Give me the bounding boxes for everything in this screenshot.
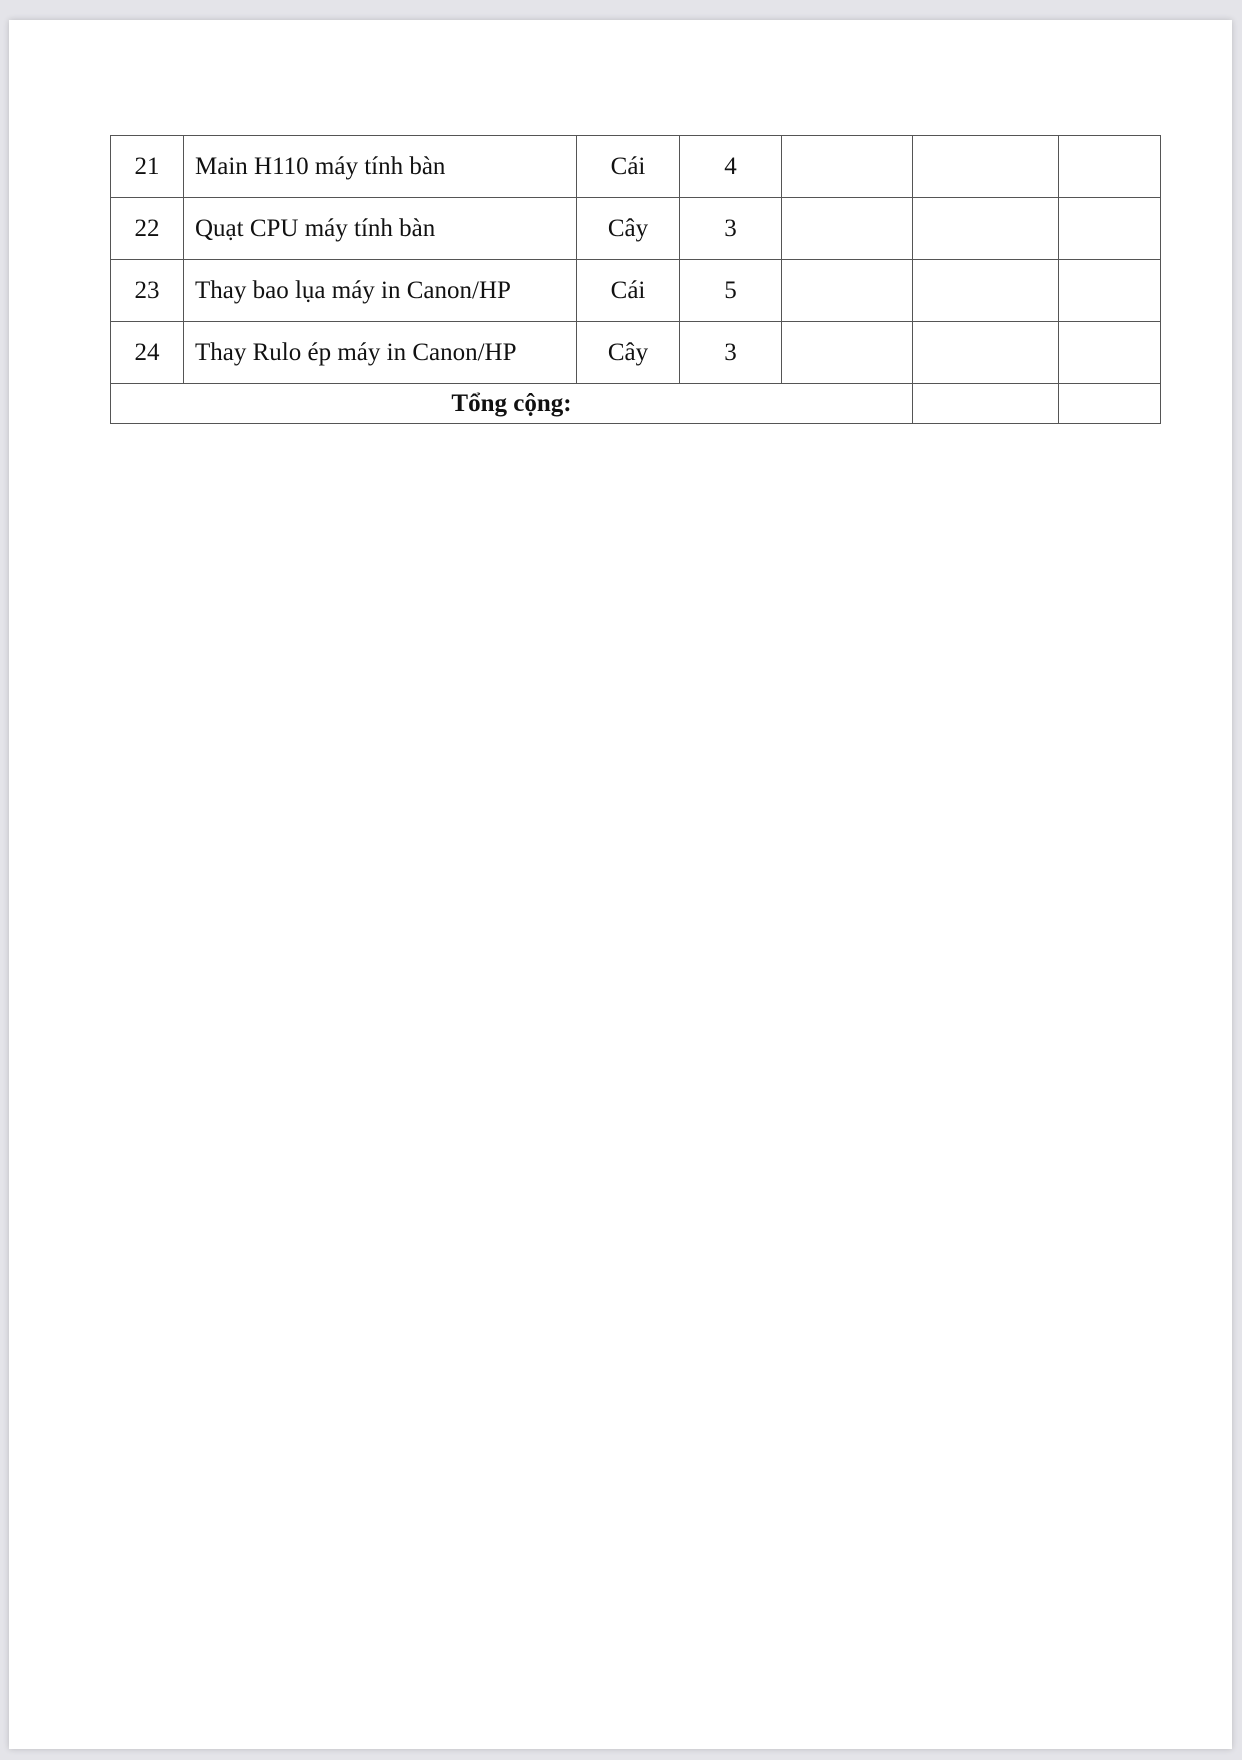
item-quantity: 4 [680,136,782,198]
document-page [9,20,1232,1749]
item-amount [913,260,1059,322]
item-quantity: 3 [680,322,782,384]
item-unit: Cây [577,322,680,384]
item-note [1059,198,1161,260]
item-unit: Cái [577,136,680,198]
item-quantity: 5 [680,260,782,322]
item-name: Thay bao lụa máy in Canon/HP [184,260,577,322]
items-table [110,135,1161,424]
item-unit-price [782,260,913,322]
total-label: Tổng cộng: [111,384,913,424]
item-amount [913,136,1059,198]
item-note [1059,136,1161,198]
row-number: 23 [111,260,184,322]
item-unit: Cái [577,260,680,322]
item-name: Thay Rulo ép máy in Canon/HP [184,322,577,384]
table-row [111,260,1161,322]
total-note [1059,384,1161,424]
item-name: Quạt CPU máy tính bàn [184,198,577,260]
item-note [1059,260,1161,322]
row-number: 21 [111,136,184,198]
item-unit-price [782,136,913,198]
table-row [111,136,1161,198]
item-unit-price [782,198,913,260]
item-note [1059,322,1161,384]
item-unit-price [782,322,913,384]
table-row [111,322,1161,384]
item-quantity: 3 [680,198,782,260]
total-row [111,384,1161,424]
row-number: 24 [111,322,184,384]
table-row [111,198,1161,260]
item-unit: Cây [577,198,680,260]
row-number: 22 [111,198,184,260]
item-name: Main H110 máy tính bàn [184,136,577,198]
total-amount [913,384,1059,424]
item-amount [913,322,1059,384]
item-amount [913,198,1059,260]
